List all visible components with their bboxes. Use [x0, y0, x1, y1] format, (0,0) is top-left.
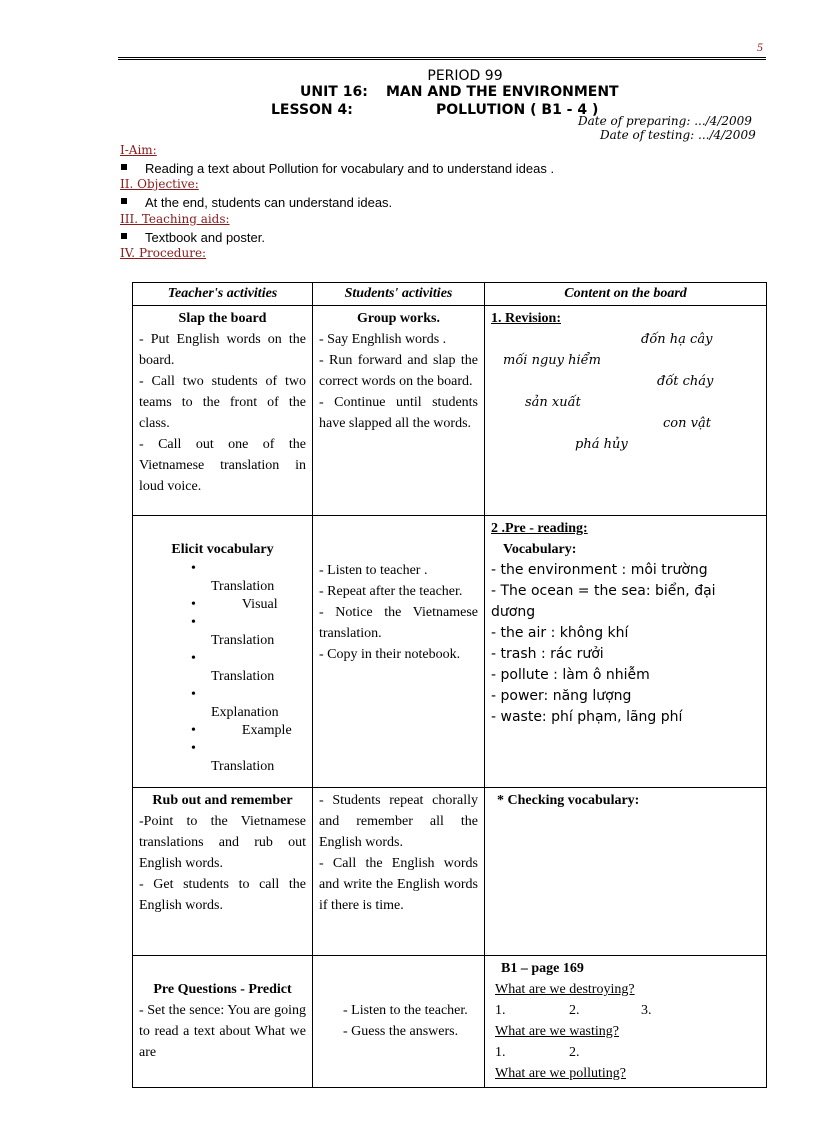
line: - Guess the answers. — [343, 1024, 459, 1039]
date-testing: Date of testing: .../4/2009 — [600, 128, 756, 142]
list-item: Translation — [211, 759, 275, 774]
line: - Put English words on the board. — [139, 332, 306, 368]
date-preparing: Date of preparing: .../4/2009 — [578, 114, 752, 128]
activity-title: Slap the board — [178, 311, 267, 326]
line: - Copy in their notebook. — [319, 647, 461, 662]
line: -Point to the Vietnamese translations and rub out English words. — [139, 814, 306, 871]
vocab-line: - power: năng lượng — [491, 688, 632, 704]
students-cell — [313, 516, 485, 788]
lesson-label: LESSON 4: — [271, 102, 353, 118]
word: phá hủy — [575, 437, 628, 452]
list-item: Translation — [211, 633, 275, 648]
objective-text: At the end, students can understand ideas. — [145, 195, 393, 210]
list-item: • Example — [139, 722, 306, 740]
header-content: Content on the board — [485, 283, 767, 306]
aim-text: Reading a text about Pollution for vocabulary and to understand ideas . — [145, 161, 555, 176]
line: - Run forward and slap the correct words on the board. — [319, 353, 478, 389]
elicit-list — [139, 560, 306, 776]
line: - Call two students of two teams to the front of the class. — [139, 374, 306, 431]
teacher-cell — [133, 956, 313, 1088]
objective-heading: II. Objective: — [120, 177, 199, 191]
answer-numbers: 1. 2. — [495, 1045, 580, 1060]
line: - Listen to teacher . — [319, 563, 428, 578]
objective-bullet — [121, 195, 392, 211]
line: - Students repeat chorally and remember all the English words. — [319, 793, 478, 850]
page-number: 5 — [757, 40, 763, 54]
content-cell — [485, 788, 767, 956]
content-cell — [485, 516, 767, 788]
vocab-line: - waste: phí phạm, lãng phí — [491, 709, 683, 725]
table-row — [133, 516, 767, 788]
aim-heading: I-Aim: — [120, 143, 157, 157]
line: - Set the sence: You are going to read a text about What we are — [139, 1003, 306, 1060]
aids-text: Textbook and poster. — [145, 230, 265, 245]
list-item — [139, 686, 306, 704]
line: - Say Enghlish words . — [319, 332, 447, 347]
header-rule — [118, 57, 766, 60]
aids-heading: III. Teaching aids: — [120, 212, 230, 226]
word: mối nguy hiểm — [503, 353, 601, 368]
word: sản xuất — [525, 395, 581, 410]
revision-title: 1. Revision: — [491, 311, 561, 326]
list-item — [139, 740, 306, 758]
b1-title: B1 – page 169 — [501, 961, 584, 976]
list-item: • Visual — [139, 596, 306, 614]
students-cell — [313, 788, 485, 956]
list-item — [139, 614, 306, 632]
table-row — [133, 788, 767, 956]
question: What are we destroying? — [495, 982, 635, 997]
procedure-heading: IV. Procedure: — [120, 246, 207, 260]
line: - Repeat after the teacher. — [319, 584, 463, 599]
content-cell — [485, 956, 767, 1088]
aids-bullet — [121, 230, 265, 246]
activity-title: Elicit vocabulary — [171, 542, 274, 557]
list-item — [139, 560, 306, 578]
teacher-cell — [133, 306, 313, 516]
line: - Call out one of the Vietnamese translation in loud voice. — [139, 437, 306, 494]
answer-numbers: 1. 2. 3. — [495, 1003, 652, 1018]
line: - Continue until students have slapped all the words. — [319, 395, 478, 431]
teacher-cell — [133, 516, 313, 788]
vocab-line: - pollute : làm ô nhiễm — [491, 667, 650, 683]
vocabulary-subtitle: Vocabulary: — [503, 542, 577, 557]
students-cell — [313, 306, 485, 516]
procedure-table — [132, 282, 767, 1088]
vocab-line: - The ocean = the sea: biển, đại dương — [491, 583, 716, 620]
list-item: Translation — [211, 669, 275, 684]
activity-title: Rub out and remember — [152, 793, 293, 808]
period-title: PERIOD 99 — [427, 68, 503, 84]
line: - Get students to call the English words. — [139, 877, 306, 913]
word: con vật — [663, 416, 711, 431]
unit-title: MAN AND THE ENVIRONMENT — [386, 84, 619, 100]
word: đốn hạ cây — [641, 332, 713, 347]
list-item: Explanation — [211, 705, 279, 720]
vocab-line: - trash : rác rưởi — [491, 646, 604, 662]
list-item — [139, 650, 306, 668]
question: What are we polluting? — [495, 1066, 627, 1081]
table-row — [133, 956, 767, 1088]
aim-bullet — [121, 161, 554, 177]
table-header-row — [133, 283, 767, 306]
activity-title: Pre Questions - Predict — [153, 982, 292, 997]
checking-title: * Checking vocabulary: — [497, 793, 640, 808]
line: - Notice the Vietnamese translation. — [319, 605, 478, 641]
lesson-heading — [271, 102, 598, 118]
unit-label: UNIT 16: — [300, 84, 368, 100]
table-row — [133, 306, 767, 516]
word: đốt cháy — [657, 374, 714, 389]
content-cell — [485, 306, 767, 516]
question: What are we wasting? — [495, 1024, 619, 1039]
teacher-cell — [133, 788, 313, 956]
activity-title: Group works. — [357, 311, 440, 326]
header-teacher: Teacher's activities — [133, 283, 313, 306]
unit-heading — [300, 84, 619, 100]
header-students: Students' activities — [313, 283, 485, 306]
students-cell — [313, 956, 485, 1088]
line: - Call the English words and write the English words if there is time. — [319, 856, 478, 913]
vocab-line: - the air : không khí — [491, 625, 629, 641]
list-item: Translation — [211, 579, 275, 594]
line: - Listen to the teacher. — [343, 1003, 468, 1018]
vocab-line: - the environment : môi trường — [491, 562, 708, 578]
pre-reading-title: 2 .Pre - reading: — [491, 521, 588, 536]
lesson-title: POLLUTION ( B1 - 4 ) — [436, 102, 599, 118]
